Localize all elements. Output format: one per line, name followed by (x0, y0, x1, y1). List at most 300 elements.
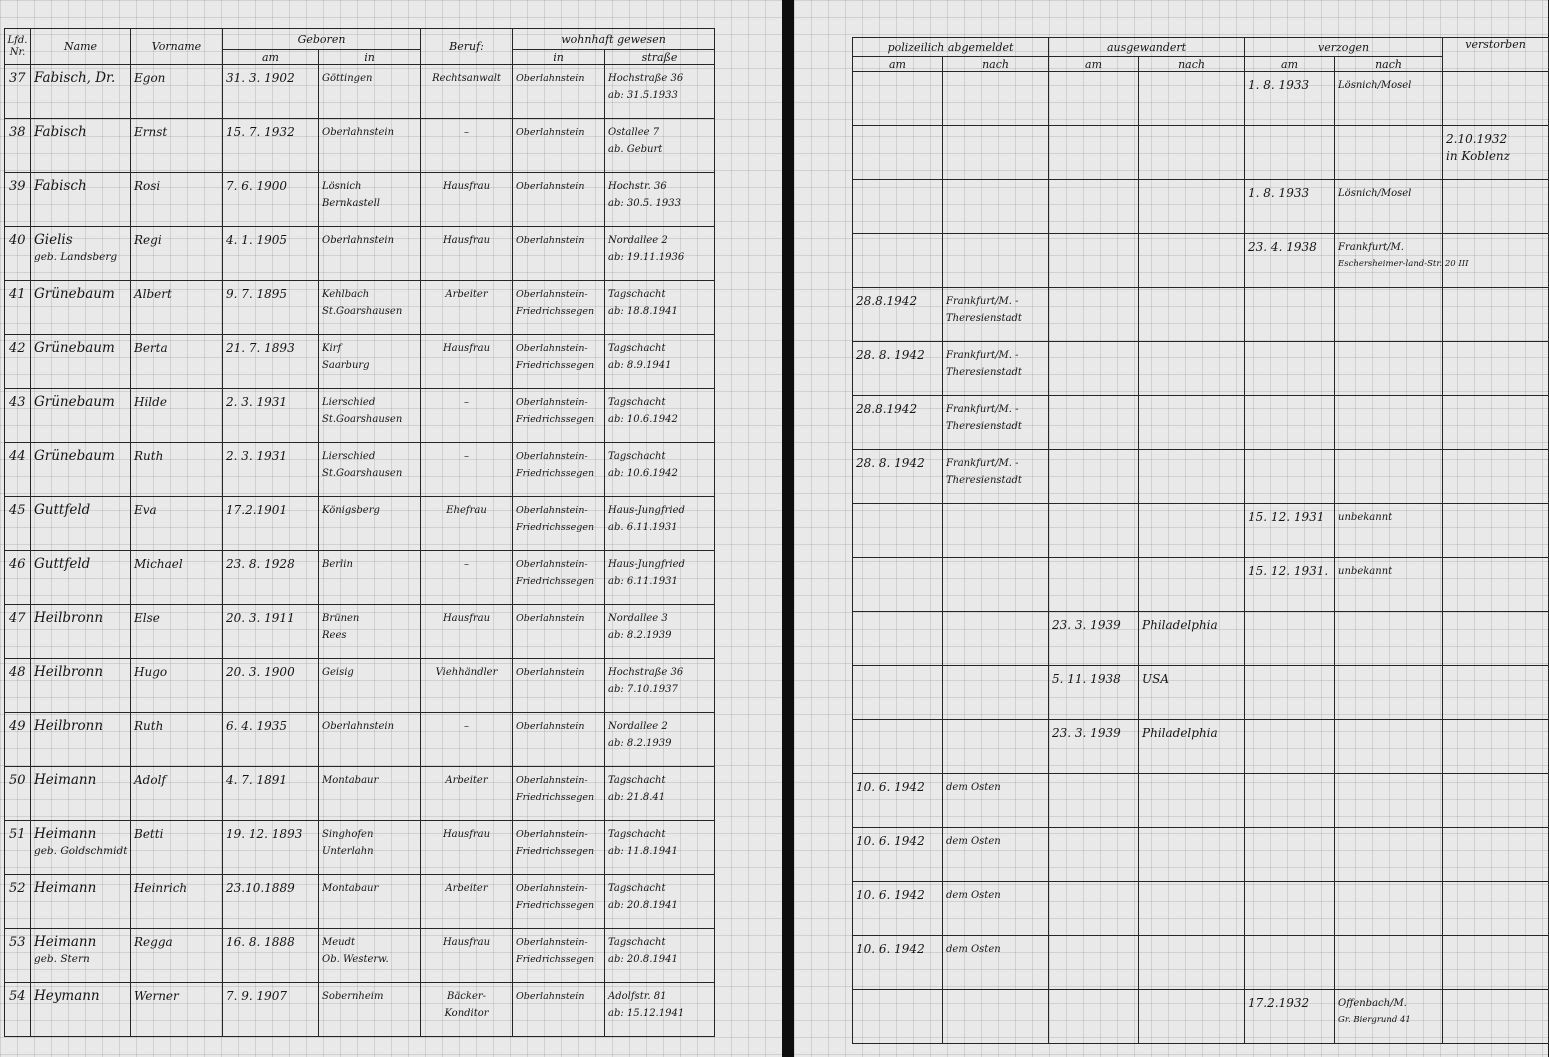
table-cell (513, 65, 605, 119)
table-cell (131, 821, 223, 875)
person-first-name: Regi (134, 233, 162, 247)
table-cell (605, 713, 715, 767)
birth-date: 16. 8. 1888 (226, 935, 295, 949)
table-cell (1443, 666, 1549, 720)
table-cell (1335, 180, 1443, 234)
row-number: 51 (9, 827, 26, 842)
occupation: Hausfrau (442, 937, 491, 948)
deregistered-to: Frankfurt/M. - (946, 404, 1019, 415)
moved-date: 17.2.1932 (1248, 996, 1310, 1010)
moved-to-line2: Eschersheimer-land-Str. 20 III (1338, 259, 1469, 269)
table-row (5, 875, 715, 929)
table-row (5, 119, 715, 173)
residence-district: Friedrichssegen (516, 846, 595, 857)
moved-to-line2: Gr. Biergrund 41 (1338, 1015, 1411, 1025)
table-cell (853, 396, 943, 450)
residence-town: Oberlahnstein (516, 127, 585, 138)
table-cell (853, 990, 943, 1044)
table-cell (513, 497, 605, 551)
table-row (853, 342, 1549, 396)
residence-since: ab: 6.11.1931 (608, 576, 678, 587)
header-geboren: Geboren (223, 29, 421, 50)
table-cell (223, 551, 319, 605)
table-cell (1139, 288, 1245, 342)
table-row (853, 504, 1549, 558)
table-cell (943, 342, 1049, 396)
table-cell (319, 173, 421, 227)
occupation: Hausfrau (442, 181, 491, 192)
residents-table (4, 28, 715, 1037)
person-first-name: Adolf (134, 773, 166, 787)
table-cell (131, 443, 223, 497)
birth-date: 7. 9. 1907 (226, 989, 288, 1003)
residence-district: Friedrichssegen (516, 468, 595, 479)
person-surname: Heilbronn (34, 664, 104, 680)
table-cell (1049, 396, 1139, 450)
table-cell (1245, 774, 1335, 828)
table-cell (513, 767, 605, 821)
birth-place: Geisig (322, 667, 354, 678)
residence-town: Oberlahnstein- (516, 451, 588, 462)
residence-town: Oberlahnstein- (516, 289, 588, 300)
header-beruf: Beruf: (421, 29, 513, 65)
header-abgemeldet: polizeilich abgemeldet (853, 38, 1049, 57)
table-cell (605, 767, 715, 821)
table-cell (319, 65, 421, 119)
table-cell (605, 929, 715, 983)
row-number: 53 (9, 935, 26, 950)
residence-street: Adolfstr. 81 (608, 991, 667, 1002)
emigrated-date: 5. 11. 1938 (1052, 672, 1121, 686)
residence-district: Friedrichssegen (516, 954, 595, 965)
table-cell (1443, 990, 1549, 1044)
row-number: 52 (9, 881, 26, 896)
table-cell (1049, 72, 1139, 126)
birth-place: Berlin (322, 559, 353, 570)
table-cell (1443, 558, 1549, 612)
table-cell (1245, 558, 1335, 612)
book-gutter (782, 0, 794, 1057)
table-cell (513, 173, 605, 227)
header-wohnhaft-strasse: straße (605, 50, 715, 65)
person-first-name: Else (134, 611, 160, 625)
person-first-name: Werner (134, 989, 179, 1003)
table-cell (1245, 180, 1335, 234)
header-verzogen-nach: nach (1335, 57, 1443, 72)
table-cell (319, 119, 421, 173)
table-cell (421, 173, 513, 227)
occupation: Bäcker- (446, 991, 487, 1002)
table-row (5, 389, 715, 443)
table-cell (943, 72, 1049, 126)
birth-date: 4. 1. 1905 (226, 233, 288, 247)
table-cell (319, 875, 421, 929)
table-cell (31, 659, 131, 713)
table-cell (513, 335, 605, 389)
table-cell (5, 767, 31, 821)
table-cell (131, 389, 223, 443)
table-cell (943, 288, 1049, 342)
header-name: Name (31, 29, 131, 65)
person-surname: Grünebaum (34, 394, 115, 410)
residence-street: Tagschacht (608, 829, 666, 840)
person-surname: Fabisch, Dr. (34, 70, 116, 86)
table-cell (605, 443, 715, 497)
moved-date: 23. 4. 1938 (1248, 240, 1317, 254)
person-first-name: Regga (134, 935, 173, 949)
table-cell (1049, 936, 1139, 990)
deregistered-date: 28. 8. 1942 (856, 456, 925, 470)
table-cell (131, 335, 223, 389)
table-cell (5, 605, 31, 659)
table-cell (853, 666, 943, 720)
table-cell (1049, 882, 1139, 936)
person-first-name: Michael (134, 557, 183, 571)
residence-street: Tagschacht (608, 397, 666, 408)
table-cell (1335, 234, 1469, 288)
residence-district: Friedrichssegen (516, 306, 595, 317)
table-cell (131, 605, 223, 659)
table-cell (421, 983, 513, 1037)
emigrated-to: USA (1142, 672, 1170, 686)
table-cell (31, 551, 131, 605)
person-surname: Grünebaum (34, 448, 115, 464)
occupation: – (464, 559, 470, 570)
residence-since: ab: 21.8.41 (608, 792, 666, 803)
person-surname: Heymann (34, 988, 100, 1004)
table-cell (5, 497, 31, 551)
table-cell (421, 875, 513, 929)
person-surname: Fabisch (34, 124, 87, 140)
table-row (5, 335, 715, 389)
table-cell (513, 929, 605, 983)
deregistered-date: 10. 6. 1942 (856, 888, 925, 902)
table-cell (605, 605, 715, 659)
birth-place: Montabaur (322, 775, 379, 786)
table-cell (853, 558, 943, 612)
birth-place: Oberlahnstein (322, 235, 395, 246)
residence-street: Nordallee 2 (608, 235, 668, 246)
table-cell (5, 821, 31, 875)
birth-place: Lierschied (322, 451, 376, 462)
birth-date: 2. 3. 1931 (226, 395, 288, 409)
deregistered-to: dem Osten (946, 782, 1001, 793)
person-surname: Grünebaum (34, 286, 115, 302)
residence-since: ab: 18.8.1941 (608, 306, 678, 317)
table-cell (1335, 126, 1443, 180)
moved-to: Frankfurt/M. (1338, 242, 1404, 253)
residence-since: ab: 8.9.1941 (608, 360, 672, 371)
table-cell (1139, 450, 1245, 504)
residence-since: ab. 6.11.1931 (608, 522, 678, 533)
table-cell (319, 767, 421, 821)
table-cell (605, 281, 715, 335)
person-surname: Heimann (34, 826, 97, 842)
person-first-name: Rosi (134, 179, 161, 193)
table-cell (1049, 990, 1139, 1044)
residence-town: Oberlahnstein (516, 667, 585, 678)
table-cell (31, 713, 131, 767)
table-cell (319, 605, 421, 659)
table-cell (5, 227, 31, 281)
table-cell (1245, 72, 1335, 126)
occupation: Arbeiter (445, 775, 488, 786)
table-cell (605, 983, 715, 1037)
birth-place: Brünen (322, 613, 360, 624)
deregistered-date: 28. 8. 1942 (856, 348, 925, 362)
table-cell (319, 227, 421, 281)
residence-since: ab: 20.8.1941 (608, 954, 678, 965)
row-number: 40 (9, 233, 26, 248)
deregistered-date: 28.8.1942 (856, 294, 918, 308)
table-cell (5, 875, 31, 929)
table-cell (943, 828, 1049, 882)
person-first-name: Betti (134, 827, 164, 841)
occupation: Rechtsanwalt (432, 73, 501, 84)
birth-date: 7. 6. 1900 (226, 179, 288, 193)
residence-town: Oberlahnstein- (516, 883, 588, 894)
table-cell (5, 659, 31, 713)
table-cell (1335, 666, 1443, 720)
table-cell (1139, 990, 1245, 1044)
table-cell (1139, 828, 1245, 882)
table-cell (943, 936, 1049, 990)
table-cell (5, 551, 31, 605)
person-first-name: Ernst (134, 125, 168, 139)
person-surname: Heimann (34, 934, 97, 950)
person-surname: Heilbronn (34, 610, 104, 626)
table-row (853, 720, 1549, 774)
person-surname: Heimann (34, 880, 97, 896)
table-row (853, 774, 1549, 828)
table-cell (31, 983, 131, 1037)
table-cell (31, 335, 131, 389)
person-first-name: Heinrich (134, 881, 188, 895)
occupation: – (464, 721, 470, 732)
birth-date: 6. 4. 1935 (226, 719, 288, 733)
table-cell (943, 234, 1049, 288)
residence-since: ab: 30.5. 1933 (608, 198, 681, 209)
table-cell (223, 875, 319, 929)
person-first-name: Hilde (134, 395, 167, 409)
table-cell (131, 551, 223, 605)
table-cell (513, 119, 605, 173)
table-cell (1049, 612, 1139, 666)
table-cell (223, 443, 319, 497)
row-number: 46 (9, 557, 26, 572)
birth-place: Singhofen (322, 829, 374, 840)
row-number: 38 (9, 125, 26, 140)
header-wohnhaft: wohnhaft gewesen (513, 29, 715, 50)
table-cell (31, 929, 131, 983)
table-row (5, 173, 715, 227)
table-row (5, 659, 715, 713)
table-cell (513, 605, 605, 659)
table-cell (421, 389, 513, 443)
table-cell (421, 767, 513, 821)
residence-town: Oberlahnstein- (516, 559, 588, 570)
table-row (853, 180, 1549, 234)
header-lfd-nr: Lfd. Nr. (5, 29, 31, 65)
table-cell (605, 659, 715, 713)
table-cell (1245, 666, 1335, 720)
residence-since: ab: 20.8.1941 (608, 900, 678, 911)
table-cell (853, 72, 943, 126)
deregistered-to-line2: Theresienstadt (946, 475, 1022, 486)
table-row (5, 443, 715, 497)
table-row (853, 990, 1549, 1044)
table-cell (943, 882, 1049, 936)
table-cell (513, 389, 605, 443)
table-cell (223, 605, 319, 659)
person-surname: Guttfeld (34, 556, 91, 572)
table-cell (1139, 126, 1245, 180)
table-cell (853, 504, 943, 558)
table-cell (5, 929, 31, 983)
birth-district: St.Goarshausen (322, 306, 403, 317)
birth-date: 23. 8. 1928 (226, 557, 295, 571)
birth-place: Meudt (322, 937, 356, 948)
table-row (5, 767, 715, 821)
residence-town: Oberlahnstein (516, 73, 585, 84)
table-cell (1443, 342, 1549, 396)
moved-to: unbekannt (1338, 566, 1393, 577)
table-cell (31, 497, 131, 551)
table-row (853, 72, 1549, 126)
table-cell (5, 65, 31, 119)
table-cell (943, 180, 1049, 234)
table-row (853, 828, 1549, 882)
birth-place: Montabaur (322, 883, 379, 894)
table-cell (513, 281, 605, 335)
table-cell (1335, 774, 1443, 828)
row-number: 44 (9, 449, 26, 464)
table-cell (223, 281, 319, 335)
table-cell (1335, 396, 1443, 450)
person-surname: Heimann (34, 772, 97, 788)
table-cell (853, 774, 943, 828)
table-cell (1049, 288, 1139, 342)
birth-place: Sobernheim (322, 991, 384, 1002)
table-cell (223, 929, 319, 983)
emigrated-date: 23. 3. 1939 (1052, 618, 1121, 632)
birth-place: Göttingen (322, 73, 373, 84)
table-row (5, 65, 715, 119)
table-cell (421, 443, 513, 497)
occupation: – (464, 397, 470, 408)
birth-place: Lösnich (322, 181, 362, 192)
table-cell (1443, 126, 1549, 180)
table-cell (1335, 990, 1443, 1044)
residence-street: Hochstr. 36 (608, 181, 667, 192)
table-cell (319, 443, 421, 497)
table-cell (31, 119, 131, 173)
table-cell (853, 720, 943, 774)
birth-date: 9. 7. 1895 (226, 287, 288, 301)
table-cell (1443, 504, 1549, 558)
table-cell (1245, 126, 1335, 180)
table-cell (943, 126, 1049, 180)
table-cell (605, 335, 715, 389)
table-cell (1245, 450, 1335, 504)
birth-place: Oberlahnstein (322, 721, 395, 732)
table-cell (223, 497, 319, 551)
residence-since: ab: 10.6.1942 (608, 468, 678, 479)
table-cell (131, 659, 223, 713)
table-cell (853, 612, 943, 666)
residence-since: ab. Geburt (608, 144, 663, 155)
person-first-name: Ruth (134, 449, 164, 463)
table-cell (853, 288, 943, 342)
table-cell (223, 713, 319, 767)
table-cell (853, 882, 943, 936)
table-cell (853, 234, 943, 288)
table-cell (1335, 72, 1443, 126)
row-number: 39 (9, 179, 26, 194)
table-cell (605, 875, 715, 929)
table-cell (421, 65, 513, 119)
residence-street: Tagschacht (608, 343, 666, 354)
table-cell (1335, 936, 1443, 990)
table-cell (421, 929, 513, 983)
birth-date: 20. 3. 1911 (226, 611, 295, 625)
residence-street: Ostallee 7 (608, 127, 660, 138)
header-vorname: Vorname (131, 29, 223, 65)
deceased-place: in Koblenz (1446, 149, 1510, 163)
table-cell (31, 281, 131, 335)
table-cell (1139, 72, 1245, 126)
table-cell (1335, 504, 1443, 558)
table-cell (1139, 342, 1245, 396)
table-row (5, 929, 715, 983)
person-first-name: Hugo (134, 665, 168, 679)
table-cell (319, 497, 421, 551)
table-cell (319, 821, 421, 875)
table-cell (131, 119, 223, 173)
table-row (5, 821, 715, 875)
birth-district: St.Goarshausen (322, 468, 403, 479)
residence-district: Friedrichssegen (516, 522, 595, 533)
table-cell (1139, 234, 1245, 288)
residence-since: ab: 8.2.1939 (608, 630, 672, 641)
table-cell (853, 126, 943, 180)
birth-date: 31. 3. 1902 (226, 71, 295, 85)
residence-street: Nordallee 2 (608, 721, 668, 732)
table-cell (513, 713, 605, 767)
moved-to: Offenbach/M. (1338, 998, 1407, 1009)
table-cell (131, 281, 223, 335)
residence-district: Friedrichssegen (516, 792, 595, 803)
table-cell (1139, 882, 1245, 936)
table-cell (1443, 828, 1549, 882)
moved-date: 1. 8. 1933 (1248, 78, 1310, 92)
birth-date: 4. 7. 1891 (226, 773, 288, 787)
table-cell (31, 443, 131, 497)
person-maiden-name: geb. Landsberg (34, 251, 118, 263)
moved-date: 15. 12. 1931 (1248, 510, 1325, 524)
table-cell (223, 659, 319, 713)
table-cell (31, 767, 131, 821)
header-wohnhaft-in: in (513, 50, 605, 65)
table-row (853, 612, 1549, 666)
table-cell (1139, 558, 1245, 612)
table-cell (1245, 504, 1335, 558)
table-cell (1443, 72, 1549, 126)
deregistered-date: 10. 6. 1942 (856, 834, 925, 848)
person-first-name: Egon (134, 71, 166, 85)
table-cell (1443, 288, 1549, 342)
table-cell (319, 551, 421, 605)
